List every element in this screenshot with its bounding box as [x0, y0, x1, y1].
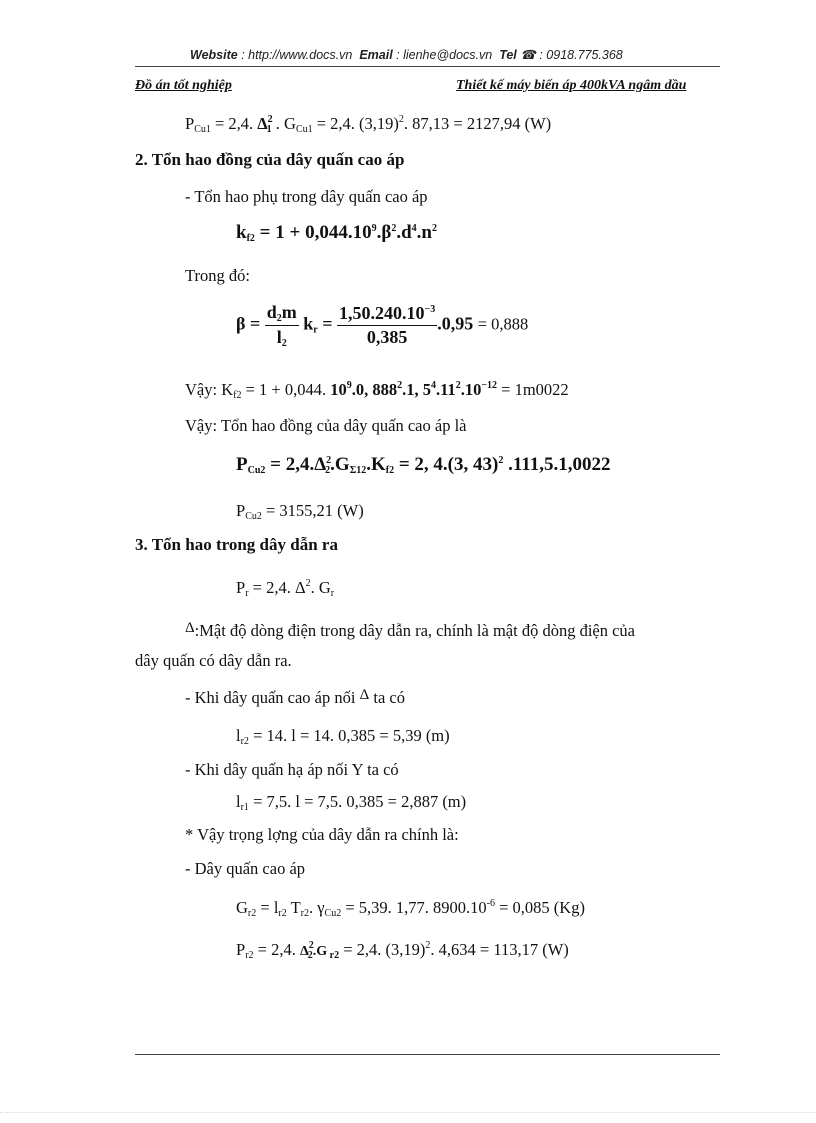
email-label: Email: [359, 48, 393, 62]
header-rule: [135, 66, 720, 67]
header-right-title: Thiết kế máy biến áp 400kVA ngâm dầu: [456, 78, 687, 93]
website-url[interactable]: : http://www.docs.vn: [241, 48, 353, 62]
vay-kf2-line: Vậy: $K_{f2} = 1 + 0,044$. $10^9.0$, $888^2.1$, $5^4.11^2.10^{-12} = 1m0022$: [185, 380, 569, 401]
header-contact: [190, 47, 623, 62]
pcu2-result: $P_{Cu2} = 3155,21$ (W): [236, 501, 364, 522]
tel-label: Tel: [499, 48, 517, 62]
section-3-heading: 3. Tổn hao trong dây dẫn ra: [135, 535, 338, 554]
website-label: Website: [190, 48, 238, 62]
tel-value: : 0918.775.368: [539, 48, 623, 62]
lr2-line: $l_{r2} = 14$. l = 14. 0,385 = 5,39 (m): [236, 726, 450, 747]
pr2-line: $P_{r2} = 2,4$. $\Delta^2_2.G$ $_{r2}$ = 2,4. $(3,19)^2$. 4,634 = 113,17 (W): [236, 940, 569, 961]
vay-trong-luong-line: * Vậy trọng lợng của dây dẫn ra chính là:: [185, 825, 459, 844]
khi-ha-ap-line: - Khi dây quấn hạ áp nối Y ta có: [185, 760, 399, 779]
pcu1-line: $P_{Cu1} = 2,4$. $\Delta^2_1$ . $G_{Cu1} = 2,4$. $(3,19)^2$. 87,13 = 2127,94 (W): [185, 114, 552, 135]
kf2-formula: $k_{f2} = 1 + 0,044.10^9.\beta^2.d^4.n^2$: [236, 222, 437, 244]
footer-rule: [135, 1054, 720, 1055]
page-bottom-dotted-border: [0, 1112, 816, 1113]
pcu2-formula: $P_{Cu2} = 2,4.\Delta^2_2.G_{\Sigma 12}.K_{f2} = 2$, 4.(3, 43)$^2$ .111,5.1,0022: [236, 454, 611, 476]
delta-definition-line2: dây quấn có dây dẫn ra.: [135, 651, 292, 670]
vay-ton-hao-line: Vậy: Tổn hao đồng của dây quấn cao áp là: [185, 416, 467, 435]
section-2-heading: 2. Tổn hao đồng của dây quấn cao áp: [135, 150, 405, 169]
header-left-title: Đồ án tốt nghiệp: [135, 78, 232, 93]
beta-formula: β = $\frac{d_2m}{l_2}$ $k_r$ = $\frac{1,50.240.10^{-3}}{0,385}$ .0,95 = 0,888: [236, 302, 529, 349]
khi-cao-ap-line: - Khi dây quấn cao áp nối Δ ta có: [185, 687, 405, 707]
trong-do-label: Trong đó:: [185, 266, 250, 285]
delta-definition-line1: Δ:Mật độ dòng điện trong dây dẫn ra, chính là mật độ dòng điện của: [185, 620, 636, 640]
phone-icon: ☎: [520, 48, 536, 62]
bullet-ton-hao-phu: - Tổn hao phụ trong dây quấn cao áp: [185, 187, 428, 206]
lr1-line: $l_{r1} = 7,5$. l = 7,5. 0,385 = 2,887 (m): [236, 792, 467, 813]
gr2-line: $G_{r2} = l_{r2}$ $T_{r2}$. $\gamma_{Cu2} = 5,39$. 1,77. $8900.10^{-6} = 0,085$ (Kg): [236, 898, 585, 919]
pr-formula: $P_r = 2,4$. $\Delta^2$. $G_r$: [236, 578, 335, 599]
day-quan-cao-ap-line: - Dây quấn cao áp: [185, 859, 306, 878]
email-value[interactable]: : lienhe@docs.vn: [396, 48, 493, 62]
